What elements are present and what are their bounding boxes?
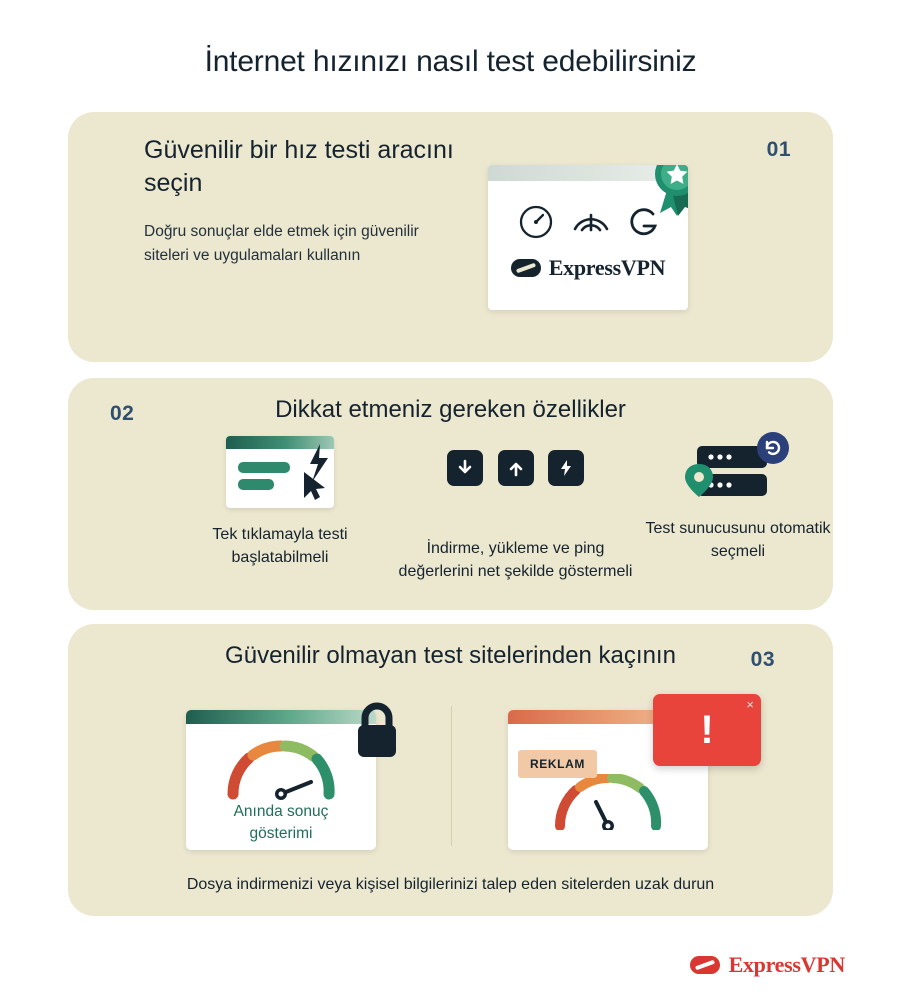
browser-mock-illustration	[488, 165, 688, 310]
trusted-panel-bar	[186, 710, 376, 724]
speed-gauge-good-icon	[186, 738, 376, 800]
step-number-02: 02	[110, 402, 135, 425]
mini-browser-line-2	[238, 479, 274, 490]
expressvpn-mark-icon	[690, 956, 720, 974]
speed-gauge-bad-icon	[508, 774, 708, 830]
step-03-footer-text: Dosya indirmenizi veya kişisel bilgilerinizi talep eden sitelerden uzak durun	[186, 876, 715, 893]
feature-metrics	[398, 430, 633, 583]
step-card-01	[68, 112, 833, 362]
feature-metrics-caption: İndirme, yükleme ve ping değerlerini net şekilde göstermeli	[398, 540, 633, 580]
cursor-lightning-icon	[290, 442, 350, 502]
trusted-panel-caption-line2: gösterimi	[249, 825, 313, 843]
padlock-icon	[350, 700, 404, 762]
download-arrow-icon	[447, 450, 483, 486]
mini-browser-line-1	[238, 462, 290, 473]
panel-divider	[451, 706, 452, 846]
alert-exclamation: !	[700, 708, 714, 752]
expressvpn-mark-icon	[511, 259, 541, 277]
page-title: İnternet hızınızı nasıl test edebilirsiniz	[204, 45, 697, 78]
feature-server-auto	[638, 430, 838, 563]
speedometer-icon	[517, 203, 555, 246]
expressvpn-wordmark: ExpressVPN	[548, 255, 666, 280]
alert-close-icon[interactable]: ×	[746, 697, 754, 712]
wifi-signal-icon	[571, 203, 611, 246]
trusted-panel-caption-line1: Anında sonuç	[233, 803, 329, 820]
expressvpn-logo-illustration	[488, 255, 688, 281]
step-card-02	[68, 378, 833, 610]
step-number-03: 03	[750, 648, 775, 671]
ad-banner-label: REKLAM	[518, 750, 597, 778]
feature-server-auto-caption: Test sunucusunu otomatik seçmeli	[645, 520, 831, 560]
step-02-heading: Dikkat etmeniz gereken özellikler	[275, 396, 626, 423]
download-upload-ping-icons	[398, 430, 633, 538]
ping-bolt-icon	[548, 450, 584, 486]
server-auto-select-icon	[638, 430, 838, 518]
feature-one-click	[170, 430, 390, 569]
step-number-01: 01	[766, 138, 791, 161]
step-01-heading: Güvenilir bir hız testi aracını seçin	[144, 136, 454, 197]
step-card-03	[68, 624, 833, 916]
one-click-cursor-icon	[170, 436, 390, 524]
step-03-heading: Güvenilir olmayan test sitelerinden kaçının	[225, 642, 676, 669]
feature-one-click-caption: Tek tıklamayla testi başlatabilmeli	[212, 526, 348, 566]
footer-expressvpn-logo	[690, 952, 845, 978]
warning-alert-icon	[653, 694, 761, 766]
step-01-body: Doğru sonuçlar elde etmek için güvenilir siteleri ve uygulamaları kullanın	[144, 223, 419, 265]
footer-expressvpn-wordmark: ExpressVPN	[728, 952, 845, 977]
award-ribbon-star-icon	[644, 165, 688, 221]
upload-arrow-icon	[498, 450, 534, 486]
trusted-site-panel	[186, 710, 376, 850]
